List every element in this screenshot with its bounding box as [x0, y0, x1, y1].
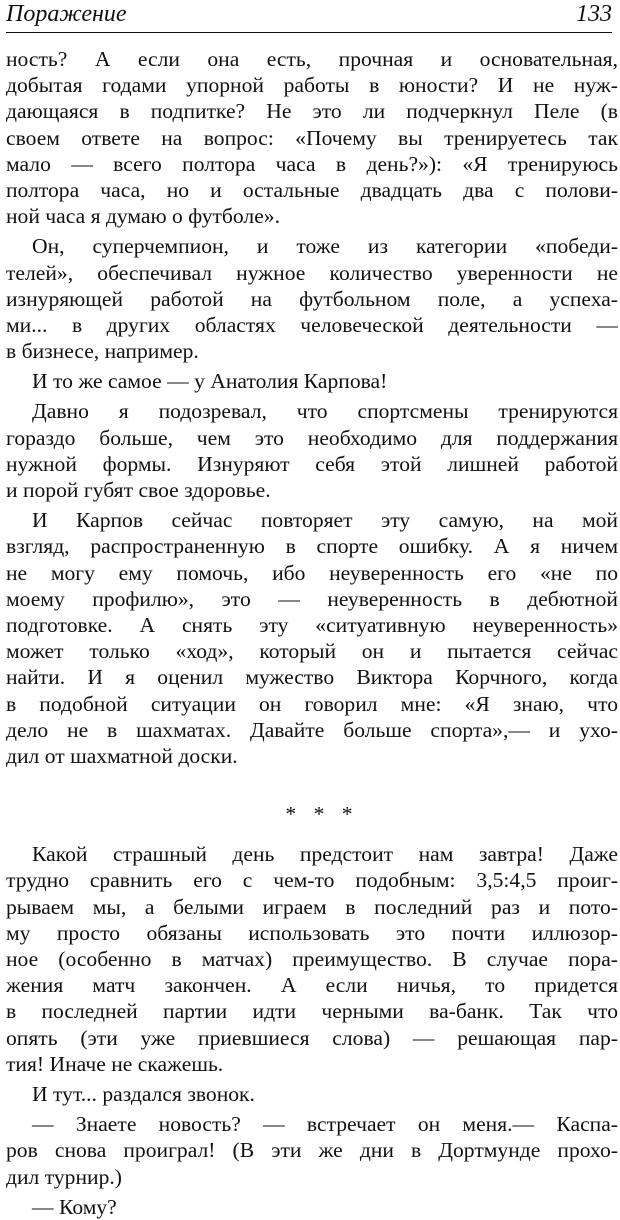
- text-line: ров снова проиграл! (В эти же дни в Дортмунде прохо-: [6, 1138, 618, 1163]
- chapter-title: Поражение: [6, 1, 127, 27]
- text-line: гораздо больше, чем это необходимо для поддержания: [6, 425, 618, 450]
- text-line: в последней партии идти черными ва-банк. Так что: [6, 999, 618, 1024]
- text-line: ное (особенно в матчах) преимущество. В случае пора-: [6, 947, 618, 971]
- running-header: [6, 0, 612, 33]
- text-line: дело не в шахматах. Давайте больше спорта»,— и ухо-: [6, 717, 618, 742]
- text-line: тия! Иначе не скажешь.: [6, 1051, 224, 1076]
- text-line: добытая годами упорной работы в юности? И не нуж-: [6, 73, 618, 98]
- text-line: изнуряющей работой на футбольном поле, а успеха-: [6, 286, 618, 311]
- text-line: полтора часа, но и остальные двадцать два с полови-: [6, 177, 618, 202]
- text-line: нужной формы. Изнуряют себя этой лишней работой: [6, 451, 618, 476]
- text-line: Он, суперчемпион, и тоже из категории «победи-: [32, 234, 618, 259]
- text-line: опять (эти уже приевшиеся слова) — решающая пар-: [6, 1025, 618, 1050]
- text-line: дил турнир.): [6, 1164, 122, 1189]
- text-line: подготовке. А снять эту «ситуативную неуверенность»: [6, 612, 618, 637]
- paragraph: [6, 1194, 618, 1220]
- paragraph: [6, 46, 618, 229]
- text-line: в бизнесе, например.: [6, 339, 199, 364]
- text-line: И тут... раздался звонок.: [32, 1081, 255, 1106]
- text-line: Давно я подозревал, что спортсмены тренируются: [32, 399, 618, 424]
- paragraph: [6, 507, 618, 769]
- text-line: — Кому?: [32, 1194, 117, 1219]
- page-number: 133: [576, 1, 612, 27]
- paragraph: [6, 368, 618, 394]
- text-line: и порой губят свое здоровье.: [6, 478, 271, 502]
- text-line: взгляд, распространенную в спорте ошибку. А я ничем: [6, 534, 618, 559]
- paragraph: [6, 398, 618, 503]
- text-line: телей», обеспечивал нужное количество уверенности не: [6, 260, 618, 285]
- text-line: рываем мы, а белыми играем в последний раз и пото-: [6, 894, 618, 919]
- text-line: может только «ход», который он и пытается сейчас: [6, 639, 618, 664]
- text-line: мало — всего полтора часа в день?»): «Я тренируюсь: [6, 151, 618, 176]
- page-body: [6, 46, 618, 1220]
- paragraph: [6, 1111, 618, 1190]
- section-separator: * * *: [285, 802, 359, 827]
- paragraph: [6, 841, 618, 1077]
- paragraph: [6, 1081, 618, 1107]
- text-line: ность? А если она есть, прочная и основательная,: [6, 47, 618, 71]
- text-line: му просто обязаны использовать это почти иллюзор-: [6, 920, 618, 945]
- text-line: своем ответе на вопрос: «Почему вы тренируетесь так: [6, 125, 618, 150]
- text-line: ной часа я думаю о футболе».: [6, 204, 280, 229]
- text-line: в подобной ситуации он говорил мне: «Я знаю, что: [6, 691, 618, 716]
- text-line: дающаяся в подпитке? Не это ли подчеркнул Пеле (в: [6, 99, 618, 124]
- text-line: дил от шахматной доски.: [6, 743, 238, 768]
- text-line: найти. И я оценил мужество Виктора Корчного, когда: [6, 665, 618, 690]
- text-line: не могу ему помочь, ибо неуверенность его «не по: [6, 560, 618, 585]
- text-line: Какой страшный день предстоит нам завтра! Даже: [32, 842, 618, 867]
- text-line: трудно сравнить его с чем-то подобным: 3,5:4,5 проиг-: [6, 868, 618, 893]
- text-line: И то же самое — у Анатолия Карпова!: [32, 369, 388, 394]
- text-line: — Знаете новость? — встречает он меня.— Каспа-: [32, 1112, 618, 1137]
- text-line: И Карпов сейчас повторяет эту самую, на мой: [32, 508, 618, 533]
- text-line: моему профилю», это — неуверенность в дебютной: [6, 586, 618, 611]
- text-line: ми... в других областях человеческой деятельности —: [6, 312, 618, 337]
- paragraph: [6, 233, 618, 364]
- text-line: жения матч закончен. А если ничья, то придется: [6, 973, 618, 998]
